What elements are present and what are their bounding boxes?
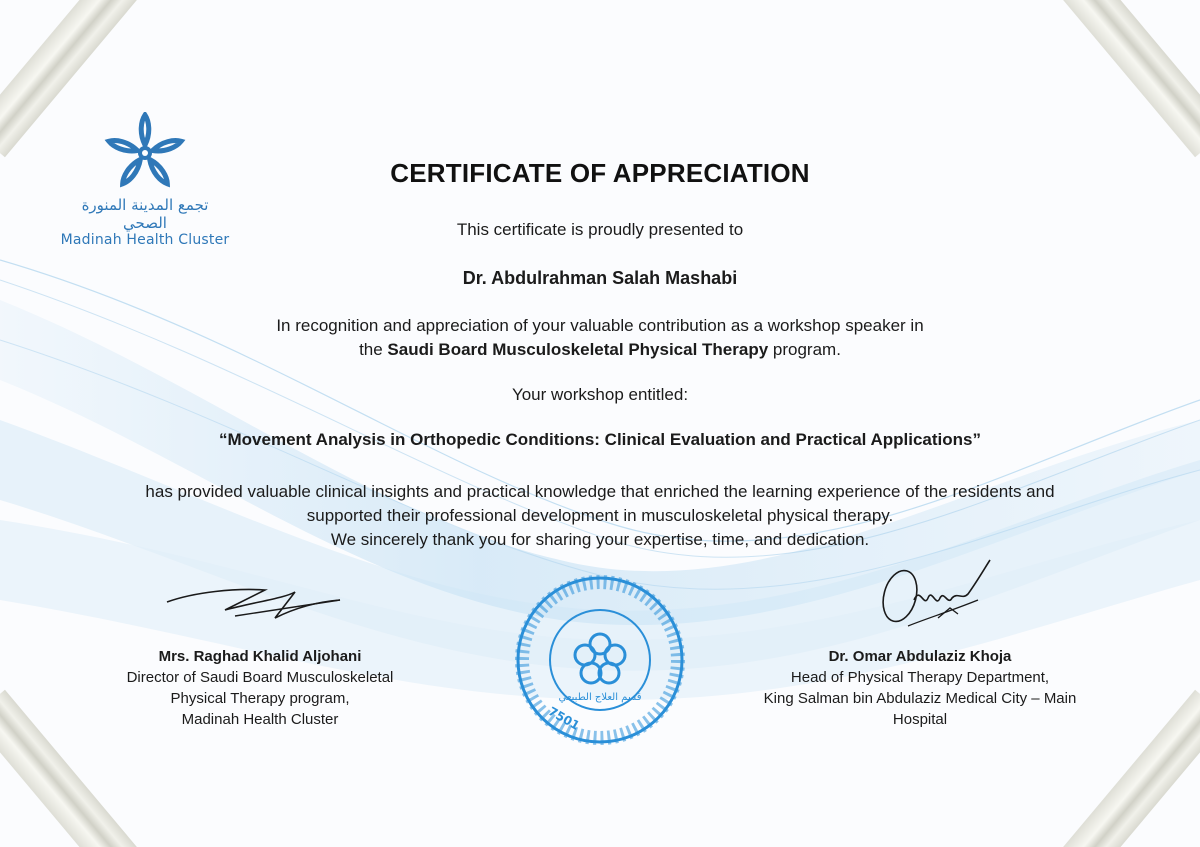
recognition-line [0,338,1200,362]
recipient-name: Dr. Abdulrahman Salah Mashabi [462,268,738,288]
stamp-number: 7501 [546,704,582,733]
left-signatory [80,646,440,730]
paragraph-line: supported their professional development in musculoskeletal physical therapy. [306,506,894,525]
stamp-text: قسم العلاج الطبيعي [558,692,642,703]
presented-to-text: This certificate is proudly presented to [456,220,744,239]
signatory-role: Physical Therapy program, [170,690,350,707]
official-stamp [510,570,690,750]
program-name: Saudi Board Musculoskeletal Physical Therapy [387,340,769,359]
left-signature [165,580,345,630]
signatory-role: King Salman bin Abdulaziz Medical City – Main [763,690,1077,707]
signatory-name: Dr. Omar Abdulaziz Khoja [828,648,1012,665]
certificate-title: CERTIFICATE OF APPRECIATION [390,158,810,188]
signatory-role: Director of Saudi Board Musculoskeletal [126,669,394,686]
recognition-text: the [359,340,388,359]
workshop-entitled-label: Your workshop entitled: [511,385,689,404]
signatory-role: Hospital [892,711,948,728]
workshop-title: “Movement Analysis in Orthopedic Conditions: Clinical Evaluation and Practical Applications” [219,430,981,449]
signatory-role: Head of Physical Therapy Department, [790,669,1050,686]
right-signature [878,556,998,636]
logo-arabic-text: تجمع المدينة المنورة الصحي [81,196,209,232]
recognition-line: In recognition and appreciation of your valuable contribution as a workshop speaker in [276,316,924,335]
paragraph-line: has provided valuable clinical insights and practical knowledge that enriched the learning experience of the residents and [145,482,1055,501]
logo-english-text: Madinah Health Cluster [60,232,230,248]
signatory-role: Madinah Health Cluster [181,711,339,728]
appreciation-paragraph [0,480,1200,552]
signatory-name: Mrs. Raghad Khalid Aljohani [158,648,362,665]
paragraph-line: We sincerely thank you for sharing your expertise, time, and dedication. [330,530,870,549]
right-signatory [740,646,1100,730]
recognition-text: program. [768,340,841,359]
recognition-paragraph [0,314,1200,362]
